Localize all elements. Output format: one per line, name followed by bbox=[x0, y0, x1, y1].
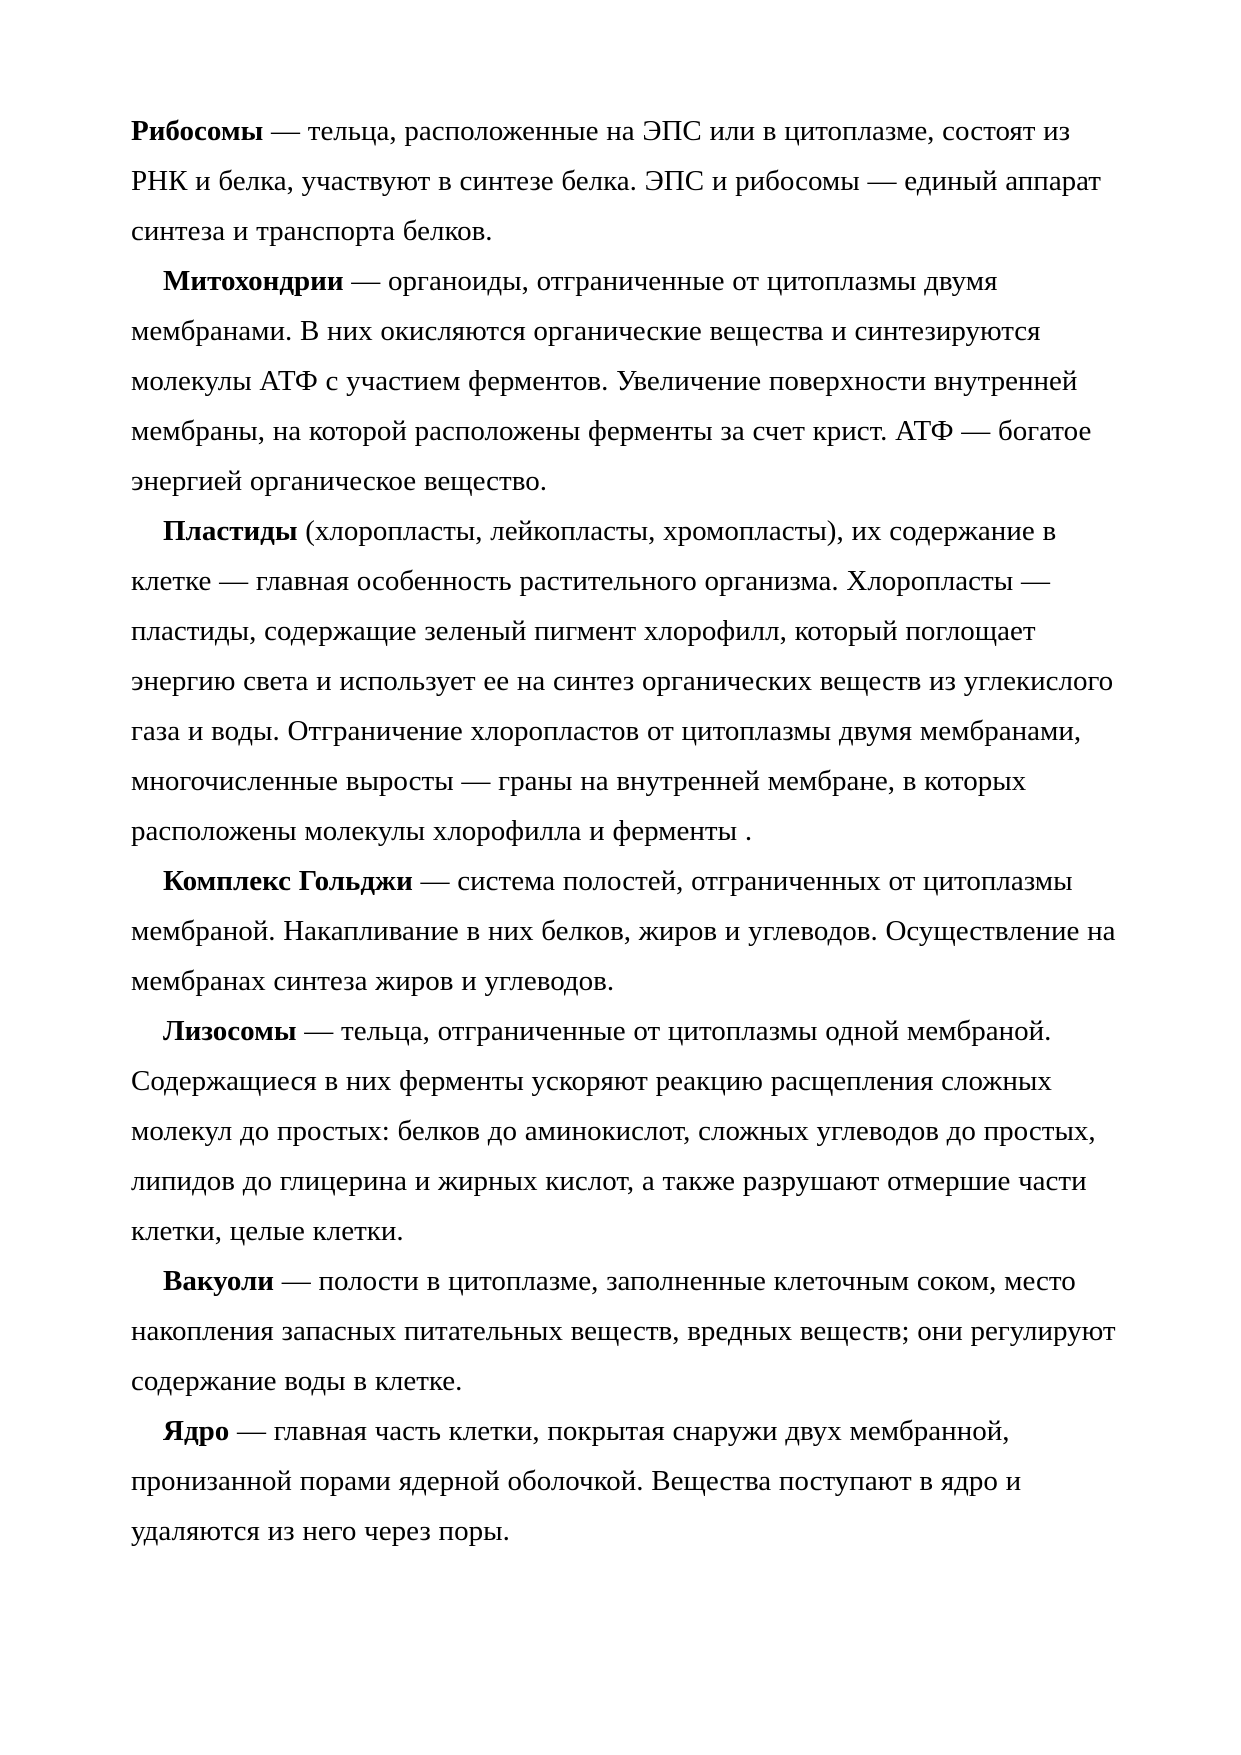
paragraph-text: — полости в цитоплазме, заполненные клеточным соком, место накопления запасных питательных веществ, вредных веществ; они регулируют содержание воды в клетке. bbox=[131, 1265, 1116, 1397]
paragraph-text: — главная часть клетки, покрытая снаружи двух мембранной, пронизанной порами ядерной оболочкой. Вещества поступают в ядро и удаляются из него через поры. bbox=[131, 1415, 1022, 1547]
paragraph-text: — тельца, отграниченные от цитоплазмы одной мембраной. Содержащиеся в них ферменты ускоряют реакцию расщепления сложных молекул до простых: белков до аминокислот, сложных углеводов до простых, липидов до глицерина и жирных кислот, а также разрушают отмершие части клетки, целые клетки. bbox=[131, 1015, 1096, 1247]
paragraph bbox=[131, 1006, 1123, 1256]
term: Митохондрии bbox=[163, 265, 344, 297]
paragraph bbox=[131, 256, 1123, 506]
term: Комплекс Гольджи bbox=[163, 865, 413, 897]
term: Лизосомы bbox=[163, 1015, 297, 1047]
paragraph bbox=[131, 506, 1123, 856]
document-body bbox=[131, 106, 1123, 1556]
paragraph-text: — органоиды, отграниченные от цитоплазмы двумя мембранами. В них окисляются органические вещества и синтезируются молекулы АТФ с участием ферментов. Увеличение поверхности внутренней мембраны, на которой расположены ферменты за счет крист. АТФ — богатое энергией органическое вещество. bbox=[131, 265, 1092, 497]
term: Рибосомы bbox=[131, 115, 264, 147]
paragraph-text: — тельца, расположенные на ЭПС или в цитоплазме, состоят из РНК и белка, участвуют в синтезе белка. ЭПС и рибосомы — единый аппарат синтеза и транспорта белков. bbox=[131, 115, 1101, 247]
term: Ядро bbox=[163, 1415, 230, 1447]
term: Пластиды bbox=[163, 515, 298, 547]
paragraph bbox=[131, 1406, 1123, 1556]
paragraph-text: — система полостей, отграниченных от цитоплазмы мембраной. Накапливание в них белков, жиров и углеводов. Осуществление на мембранах синтеза жиров и углеводов. bbox=[131, 865, 1116, 997]
paragraph bbox=[131, 1256, 1123, 1406]
paragraph bbox=[131, 856, 1123, 1006]
paragraph-text: (хлоропласты, лейкопласты, хромопласты), их содержание в клетке — главная особенность растительного организма. Хлоропласты — пластиды, содержащие зеленый пигмент хлорофилл, который поглощает энергию света и использует ее на синтез органических веществ из углекислого газа и воды. Отграничение хлоропластов от цитоплазмы двумя мембранами, многочисленные выросты — граны на внутренней мембране, в которых расположены молекулы хлорофилла и ферменты . bbox=[131, 515, 1114, 847]
paragraph bbox=[131, 106, 1123, 256]
term: Вакуоли bbox=[163, 1265, 275, 1297]
